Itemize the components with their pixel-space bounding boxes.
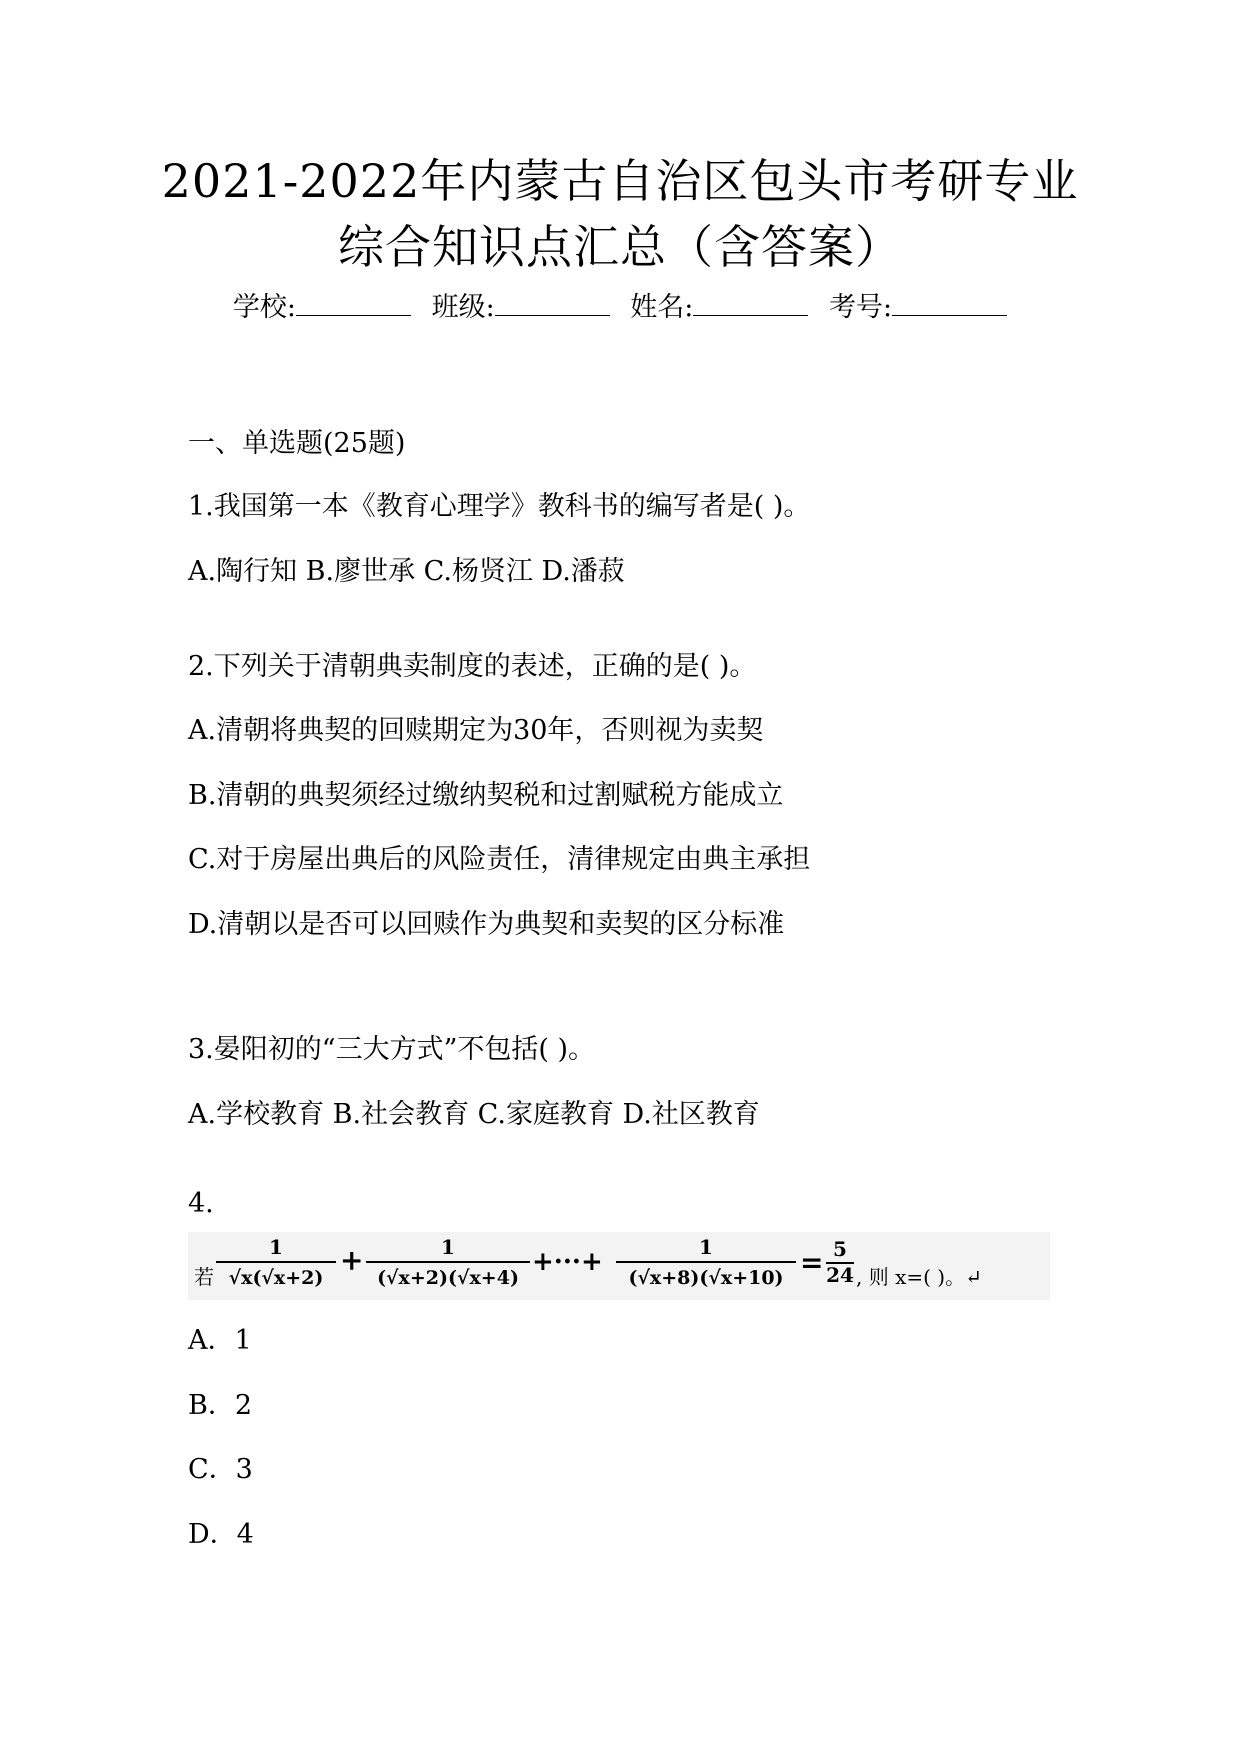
class-label: 班级: [431, 292, 495, 323]
question-2-option-b: B.清朝的典契须经过缴纳契税和过割赋税方能成立 [188, 780, 784, 811]
question-2-option-d: D.清朝以是否可以回赎作为典契和卖契的区分标准 [188, 909, 785, 940]
question-2-stem: 2.下列关于清朝典卖制度的表述，正确的是( )。 [188, 651, 757, 682]
term3-numerator: 1 [699, 1235, 713, 1259]
school-field [233, 288, 411, 328]
name-blank [693, 289, 808, 316]
page-title-line-2: 综合知识点汇总（含答案） [338, 220, 902, 274]
term1-numerator: 1 [269, 1235, 283, 1259]
class-blank [495, 289, 610, 316]
question-3-stem: 3.晏阳初的“三大方式”不包括( )。 [188, 1034, 596, 1065]
formula-prefix: 若 [194, 1265, 214, 1289]
exam-number-label: 考号: [829, 292, 893, 323]
student-info-row [0, 288, 1240, 328]
question-1-stem: 1.我国第一本《教育心理学》教科书的编写者是( )。 [188, 491, 811, 522]
exam-number-blank [892, 289, 1007, 316]
question-2-option-a: A.清朝将典契的回赎期定为30年，否则视为卖契 [188, 715, 764, 746]
term1-denominator: √x(√x+2) [228, 1267, 324, 1289]
name-label: 姓名: [630, 292, 694, 323]
question-4-formula [188, 1232, 1050, 1300]
term3-denominator: (√x+8)(√x+10) [628, 1267, 784, 1289]
term2-denominator: (√x+2)(√x+4) [377, 1267, 519, 1289]
equals-sign: = [800, 1246, 824, 1279]
question-2-option-c: C.对于房屋出典后的风险责任，清律规定由典主承担 [188, 844, 811, 875]
ellipsis-sign: +···+ [532, 1247, 603, 1277]
plus-sign: + [340, 1244, 364, 1277]
school-blank [296, 289, 411, 316]
question-4-option-a: A．1 [188, 1325, 252, 1356]
formula-suffix: , 则 x=( )。↵ [856, 1265, 982, 1289]
rhs-numerator: 5 [833, 1237, 847, 1261]
school-label: 学校: [232, 292, 296, 323]
question-3-options: A.学校教育 B.社会教育 C.家庭教育 D.社区教育 [188, 1099, 760, 1130]
class-field [432, 288, 610, 328]
question-1-options: A.陶行知 B.廖世承 C.杨贤江 D.潘菽 [188, 556, 625, 587]
question-4-option-d: D．4 [188, 1519, 254, 1550]
term2-numerator: 1 [441, 1235, 455, 1259]
rhs-denominator: 24 [826, 1263, 854, 1287]
question-4-option-b: B．2 [188, 1390, 253, 1421]
question-4-stem: 4. [188, 1188, 214, 1219]
section-heading: 一、单选题(25题) [188, 428, 406, 459]
name-field [630, 288, 808, 328]
question-4-option-c: C．3 [188, 1454, 253, 1485]
page-title-line-1: 2021-2022年内蒙古自治区包头市考研专业 [161, 154, 1079, 208]
exam-number-field [829, 288, 1007, 328]
